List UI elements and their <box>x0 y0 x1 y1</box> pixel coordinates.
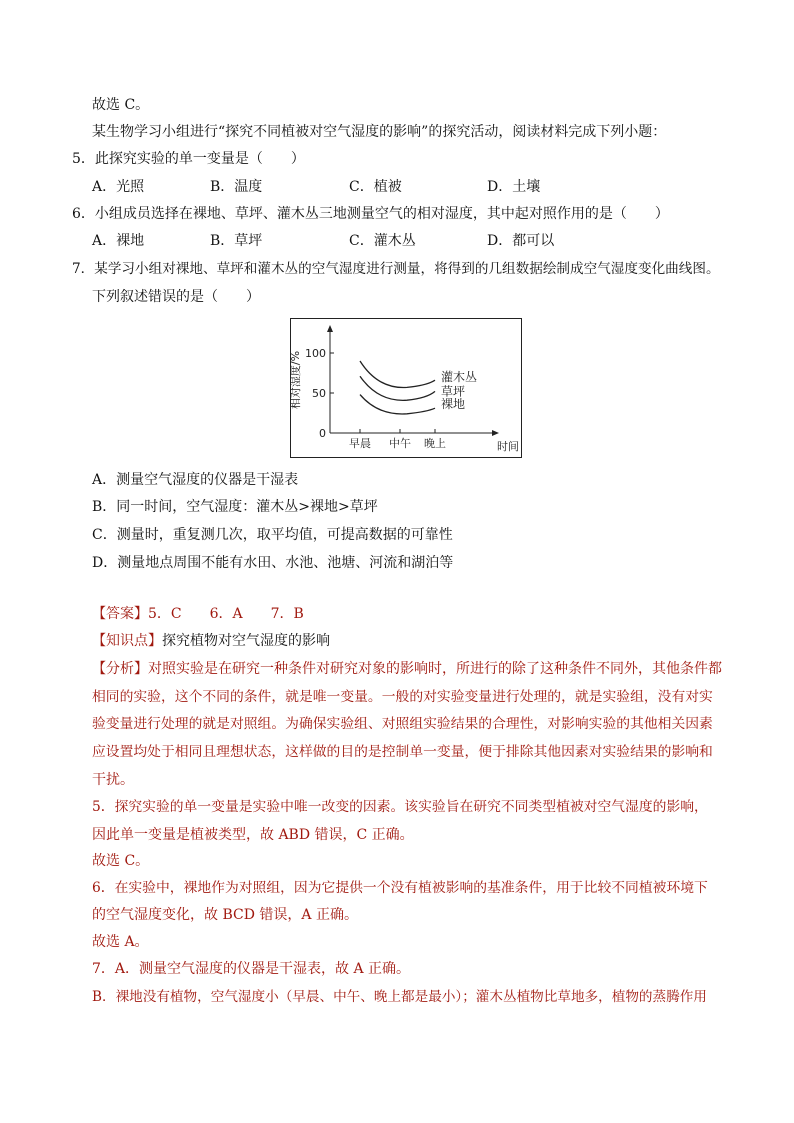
analysis-line-5: 干扰。 <box>92 772 134 788</box>
series-label-1: 灌木丛 <box>441 370 478 385</box>
answer-values: 5．C 6．A 7．B <box>148 606 304 622</box>
series-label-2: 草坪 <box>441 384 466 399</box>
q5-option-d: D．土壤 <box>487 179 541 195</box>
humidity-chart-figure <box>290 318 522 458</box>
analysis-line-3: 验变量进行处理的就是对照组。为确保实验组、对照组实验结果的合理性，对影响实验的其他相关因素 <box>92 716 713 732</box>
humidity-line-chart <box>290 318 522 458</box>
explain-q7-line-1: 7．A．测量空气湿度的仪器是干湿表，故 A 正确。 <box>92 961 411 977</box>
answer-tag: 【答案】 <box>92 606 148 622</box>
explain-q7-line-2: B．裸地没有植物，空气湿度小（早晨、中午、晚上都是最小）；灌木丛植物比草地多，植物的蒸腾作用 <box>92 989 707 1005</box>
analysis-line-4: 应设置均处于相同且理想状态，这样做的目的是控制单一变量，便于排除其他因素对实验结果的影响和 <box>92 744 713 760</box>
explain-q6-line-2: 的空气湿度变化，故 BCD 错误，A 正确。 <box>92 907 358 923</box>
q5-option-a: A．光照 <box>92 179 145 195</box>
knowledge-text: 探究植物对空气湿度的影响 <box>162 633 330 649</box>
analysis-tag: 【分析】 <box>92 661 148 677</box>
material-intro: 某生物学习小组进行“探究不同植被对空气湿度的影响”的探究活动，阅读材料完成下列小题： <box>92 124 667 140</box>
question-7-stem-line2: 下列叙述错误的是（ ） <box>92 289 260 305</box>
series-label-3: 裸地 <box>441 397 466 412</box>
q6-option-a: A．裸地 <box>92 233 145 249</box>
q6-option-b: B．草坪 <box>210 233 263 249</box>
x-tick-label: 晚上 <box>424 437 446 450</box>
question-5-stem: 5．此探究实验的单一变量是（ ） <box>72 151 305 167</box>
explain-q5-line-3: 故选 C。 <box>92 853 150 869</box>
q7-option-d: D．测量地点周围不能有水田、水池、池塘、河流和湖泊等 <box>92 555 454 571</box>
explain-q5-line-2: 因此单一变量是植被类型，故 ABD 错误，C 正确。 <box>92 827 414 843</box>
explain-q5-line-1: 5．探究实验的单一变量是实验中唯一改变的因素。该实验旨在研究不同类型植被对空气湿度的影响， <box>92 799 708 815</box>
answer-line <box>92 605 304 623</box>
knowledge-line <box>92 632 330 650</box>
y-axis-label: 相对湿度/% <box>290 350 302 410</box>
x-tick-label: 早晨 <box>349 437 371 450</box>
q5-option-c: C．植被 <box>349 179 402 195</box>
x-tick-label: 中午 <box>389 437 411 450</box>
q6-option-c: C．灌木丛 <box>349 233 416 249</box>
knowledge-tag: 【知识点】 <box>92 633 162 649</box>
explain-q6-line-3: 故选 A。 <box>92 934 149 950</box>
q7-option-b: B．同一时间，空气湿度：灌木丛>裸地>草坪 <box>92 499 378 515</box>
question-6-stem: 6．小组成员选择在裸地、草坪、灌木丛三地测量空气的相对湿度，其中起对照作用的是（ ） <box>72 206 669 222</box>
previous-answer: 故选 C。 <box>92 97 150 113</box>
y-tick-label: 100 <box>305 347 326 360</box>
y-tick-label: 50 <box>312 387 326 400</box>
analysis-line-1 <box>92 660 722 678</box>
explain-q6-line-1: 6．在实验中，裸地作为对照组，因为它提供一个没有植被影响的基准条件，用于比较不同植被环境下 <box>92 880 708 896</box>
analysis-line-2: 相同的实验，这个不同的条件，就是唯一变量。一般的对实验变量进行处理的，就是实验组，没有对实 <box>92 689 713 705</box>
analysis-text-1: 对照实验是在研究一种条件对研究对象的影响时，所进行的除了这种条件不同外，其他条件都 <box>148 661 722 677</box>
question-7-stem-line1: 7．某学习小组对裸地、草坪和灌木丛的空气湿度进行测量，将得到的几组数据绘制成空气湿度变化曲线图。 <box>72 261 720 277</box>
q7-option-a: A．测量空气湿度的仪器是干湿表 <box>92 472 299 488</box>
q5-option-b: B．温度 <box>210 179 263 195</box>
y-tick-label: 0 <box>319 427 326 440</box>
q7-option-c: C．测量时，重复测几次，取平均值，可提高数据的可靠性 <box>92 527 453 543</box>
q6-option-d: D．都可以 <box>487 233 555 249</box>
x-axis-label: 时间 <box>497 440 519 453</box>
